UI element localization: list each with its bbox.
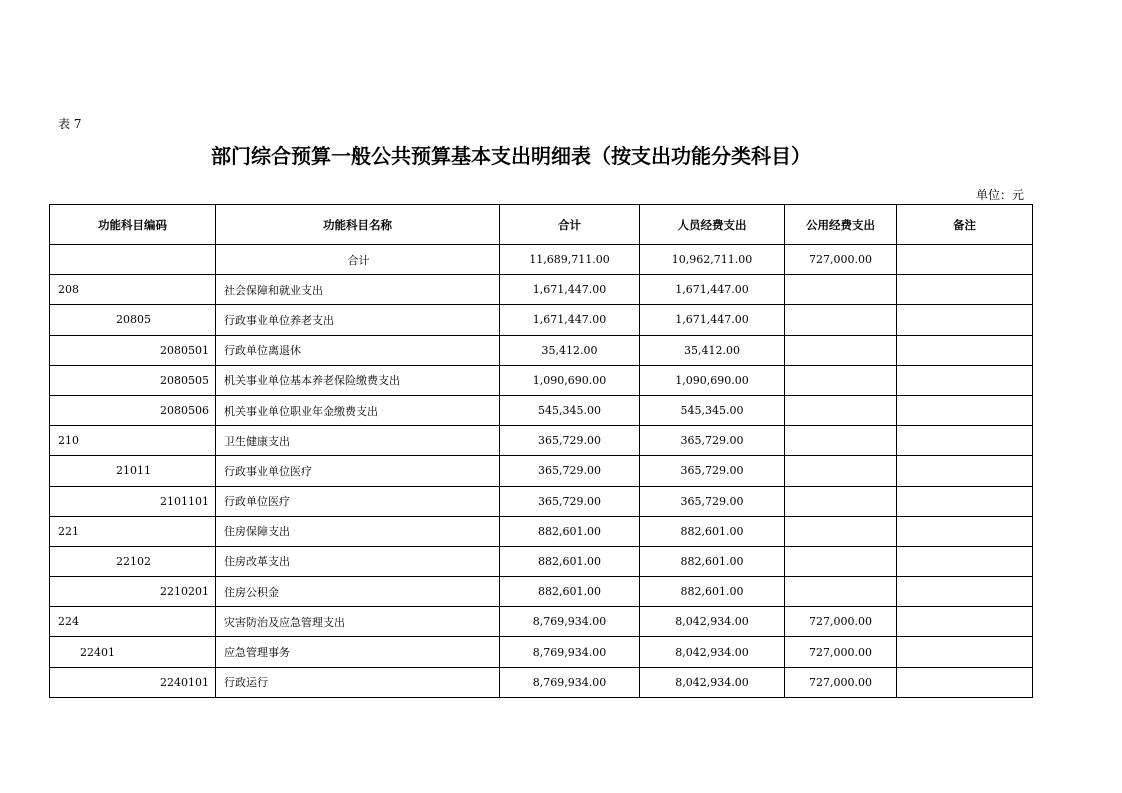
name-cell: 行政单位医疗 — [216, 486, 500, 516]
code-cell: 2080501 — [50, 335, 216, 365]
personnel-cell: 365,729.00 — [640, 486, 785, 516]
total-cell: 882,601.00 — [500, 516, 640, 546]
total-cell: 545,345.00 — [500, 395, 640, 425]
table-header-row — [50, 205, 1033, 245]
name-cell: 住房改革支出 — [216, 546, 500, 576]
code-cell: 2080505 — [50, 365, 216, 395]
table-row — [50, 637, 1033, 667]
name-cell: 住房保障支出 — [216, 516, 500, 546]
total-name-cell: 合计 — [216, 245, 500, 275]
name-cell: 机关事业单位职业年金缴费支出 — [216, 395, 500, 425]
note-cell — [897, 486, 1033, 516]
table-row — [50, 305, 1033, 335]
public-cell — [785, 335, 897, 365]
total-row — [50, 245, 1033, 275]
note-cell — [897, 275, 1033, 305]
public-cell: 727,000.00 — [785, 667, 897, 697]
personnel-cell: 8,042,934.00 — [640, 637, 785, 667]
code-cell: 2210201 — [50, 577, 216, 607]
note-cell — [897, 667, 1033, 697]
total-cell: 1,671,447.00 — [500, 305, 640, 335]
table-row — [50, 516, 1033, 546]
total-total-cell: 11,689,711.00 — [500, 245, 640, 275]
public-cell — [785, 516, 897, 546]
personnel-cell: 365,729.00 — [640, 426, 785, 456]
name-cell: 灾害防治及应急管理支出 — [216, 607, 500, 637]
public-cell — [785, 546, 897, 576]
total-cell: 882,601.00 — [500, 577, 640, 607]
table-row — [50, 486, 1033, 516]
note-cell — [897, 395, 1033, 425]
note-cell — [897, 426, 1033, 456]
code-cell: 22102 — [50, 546, 216, 576]
code-cell: 208 — [50, 275, 216, 305]
note-cell — [897, 456, 1033, 486]
code-cell: 221 — [50, 516, 216, 546]
code-cell: 210 — [50, 426, 216, 456]
code-cell: 2101101 — [50, 486, 216, 516]
header-personnel: 人员经费支出 — [640, 205, 785, 245]
personnel-cell: 545,345.00 — [640, 395, 785, 425]
personnel-cell: 882,601.00 — [640, 546, 785, 576]
header-note: 备注 — [897, 205, 1033, 245]
personnel-cell: 1,671,447.00 — [640, 275, 785, 305]
table-row — [50, 275, 1033, 305]
table-row — [50, 577, 1033, 607]
total-cell: 8,769,934.00 — [500, 667, 640, 697]
total-cell: 365,729.00 — [500, 486, 640, 516]
total-cell: 1,090,690.00 — [500, 365, 640, 395]
table-row — [50, 667, 1033, 697]
note-cell — [897, 305, 1033, 335]
code-cell: 20805 — [50, 305, 216, 335]
public-cell — [785, 275, 897, 305]
public-cell — [785, 426, 897, 456]
name-cell: 行政事业单位医疗 — [216, 456, 500, 486]
name-cell: 住房公积金 — [216, 577, 500, 607]
note-cell — [897, 637, 1033, 667]
public-cell: 727,000.00 — [785, 637, 897, 667]
total-code-cell — [50, 245, 216, 275]
public-cell — [785, 456, 897, 486]
public-cell — [785, 365, 897, 395]
note-cell — [897, 577, 1033, 607]
table-row — [50, 546, 1033, 576]
note-cell — [897, 546, 1033, 576]
name-cell: 机关事业单位基本养老保险缴费支出 — [216, 365, 500, 395]
total-cell: 365,729.00 — [500, 456, 640, 486]
total-note-cell — [897, 245, 1033, 275]
personnel-cell: 1,671,447.00 — [640, 305, 785, 335]
note-cell — [897, 516, 1033, 546]
header-name: 功能科目名称 — [216, 205, 500, 245]
total-cell: 35,412.00 — [500, 335, 640, 365]
total-cell: 8,769,934.00 — [500, 607, 640, 637]
code-cell: 224 — [50, 607, 216, 637]
header-total: 合计 — [500, 205, 640, 245]
name-cell: 行政事业单位养老支出 — [216, 305, 500, 335]
table-row — [50, 395, 1033, 425]
budget-table — [49, 204, 1033, 698]
total-public-cell: 727,000.00 — [785, 245, 897, 275]
table-row — [50, 335, 1033, 365]
code-cell: 2240101 — [50, 667, 216, 697]
note-cell — [897, 365, 1033, 395]
personnel-cell: 1,090,690.00 — [640, 365, 785, 395]
table-row — [50, 456, 1033, 486]
header-public: 公用经费支出 — [785, 205, 897, 245]
total-cell: 365,729.00 — [500, 426, 640, 456]
name-cell: 社会保障和就业支出 — [216, 275, 500, 305]
table-row — [50, 365, 1033, 395]
total-personnel-cell: 10,962,711.00 — [640, 245, 785, 275]
table-row — [50, 607, 1033, 637]
public-cell — [785, 305, 897, 335]
public-cell — [785, 486, 897, 516]
personnel-cell: 365,729.00 — [640, 456, 785, 486]
personnel-cell: 882,601.00 — [640, 516, 785, 546]
personnel-cell: 8,042,934.00 — [640, 607, 785, 637]
public-cell — [785, 395, 897, 425]
header-code: 功能科目编码 — [50, 205, 216, 245]
code-cell: 22401 — [50, 637, 216, 667]
code-cell: 21011 — [50, 456, 216, 486]
personnel-cell: 35,412.00 — [640, 335, 785, 365]
total-cell: 8,769,934.00 — [500, 637, 640, 667]
public-cell: 727,000.00 — [785, 607, 897, 637]
unit-label: 单位：元 — [975, 188, 1024, 202]
table-number: 表 7 — [58, 117, 82, 131]
name-cell: 行政单位离退休 — [216, 335, 500, 365]
total-cell: 882,601.00 — [500, 546, 640, 576]
personnel-cell: 882,601.00 — [640, 577, 785, 607]
total-cell: 1,671,447.00 — [500, 275, 640, 305]
code-cell: 2080506 — [50, 395, 216, 425]
name-cell: 行政运行 — [216, 667, 500, 697]
name-cell: 卫生健康支出 — [216, 426, 500, 456]
personnel-cell: 8,042,934.00 — [640, 667, 785, 697]
name-cell: 应急管理事务 — [216, 637, 500, 667]
note-cell — [897, 335, 1033, 365]
table-row — [50, 426, 1033, 456]
note-cell — [897, 607, 1033, 637]
page-title: 部门综合预算一般公共预算基本支出明细表（按支出功能分类科目） — [211, 144, 811, 168]
public-cell — [785, 577, 897, 607]
